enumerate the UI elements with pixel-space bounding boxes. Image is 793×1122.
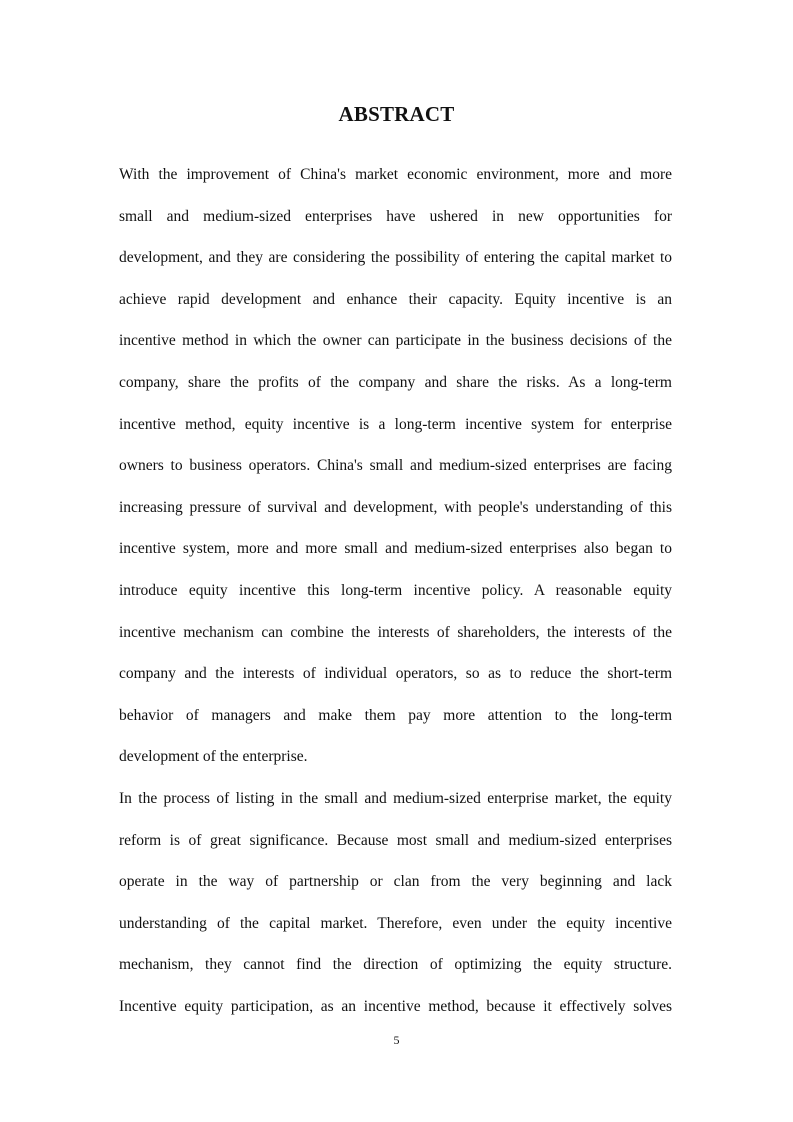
text-line: company and the interests of individual operators, so as to reduce the short-term	[119, 665, 672, 683]
text-line: With the improvement of China's market economic environment, more and more	[119, 166, 672, 183]
text-line: incentive method, equity incentive is a long-term incentive system for enterprise	[119, 415, 672, 433]
page-number: 5	[393, 1033, 400, 1047]
text-line: incentive mechanism can combine the interests of shareholders, the interests of the	[119, 623, 672, 641]
abstract-title: ABSTRACT	[338, 102, 455, 126]
text-line: company, share the profits of the company and share the risks. As a long-term	[119, 373, 672, 391]
text-line: Incentive equity participation, as an incentive method, because it effectively solves	[119, 997, 672, 1015]
text-line: mechanism, they cannot find the direction of optimizing the equity structure.	[119, 956, 672, 974]
text-line: owners to business operators. China's small and medium-sized enterprises are facing	[119, 457, 672, 475]
text-line: In the process of listing in the small and medium-sized enterprise market, the equity	[119, 790, 672, 807]
text-line: behavior of managers and make them pay more attention to the long-term	[119, 706, 672, 724]
text-line: development of the enterprise.	[119, 748, 308, 766]
text-line: incentive system, more and more small and medium-sized enterprises also began to	[119, 540, 672, 558]
text-line: achieve rapid development and enhance their capacity. Equity incentive is an	[119, 290, 672, 308]
text-line: small and medium-sized enterprises have ushered in new opportunities for	[119, 207, 672, 225]
text-line: operate in the way of partnership or clan from the very beginning and lack	[119, 873, 672, 891]
text-line: incentive method in which the owner can participate in the business decisions of the	[119, 332, 672, 350]
text-line: understanding of the capital market. Therefore, even under the equity incentive	[119, 914, 672, 932]
text-line: reform is of great significance. Because most small and medium-sized enterprises	[119, 831, 672, 849]
text-line: development, and they are considering the possibility of entering the capital market to	[119, 249, 672, 267]
abstract-paragraph-2	[119, 778, 672, 1028]
text-line: introduce equity incentive this long-term incentive policy. A reasonable equity	[119, 581, 672, 599]
abstract-paragraph-1	[119, 154, 672, 778]
text-line: increasing pressure of survival and development, with people's understanding of this	[119, 498, 672, 516]
